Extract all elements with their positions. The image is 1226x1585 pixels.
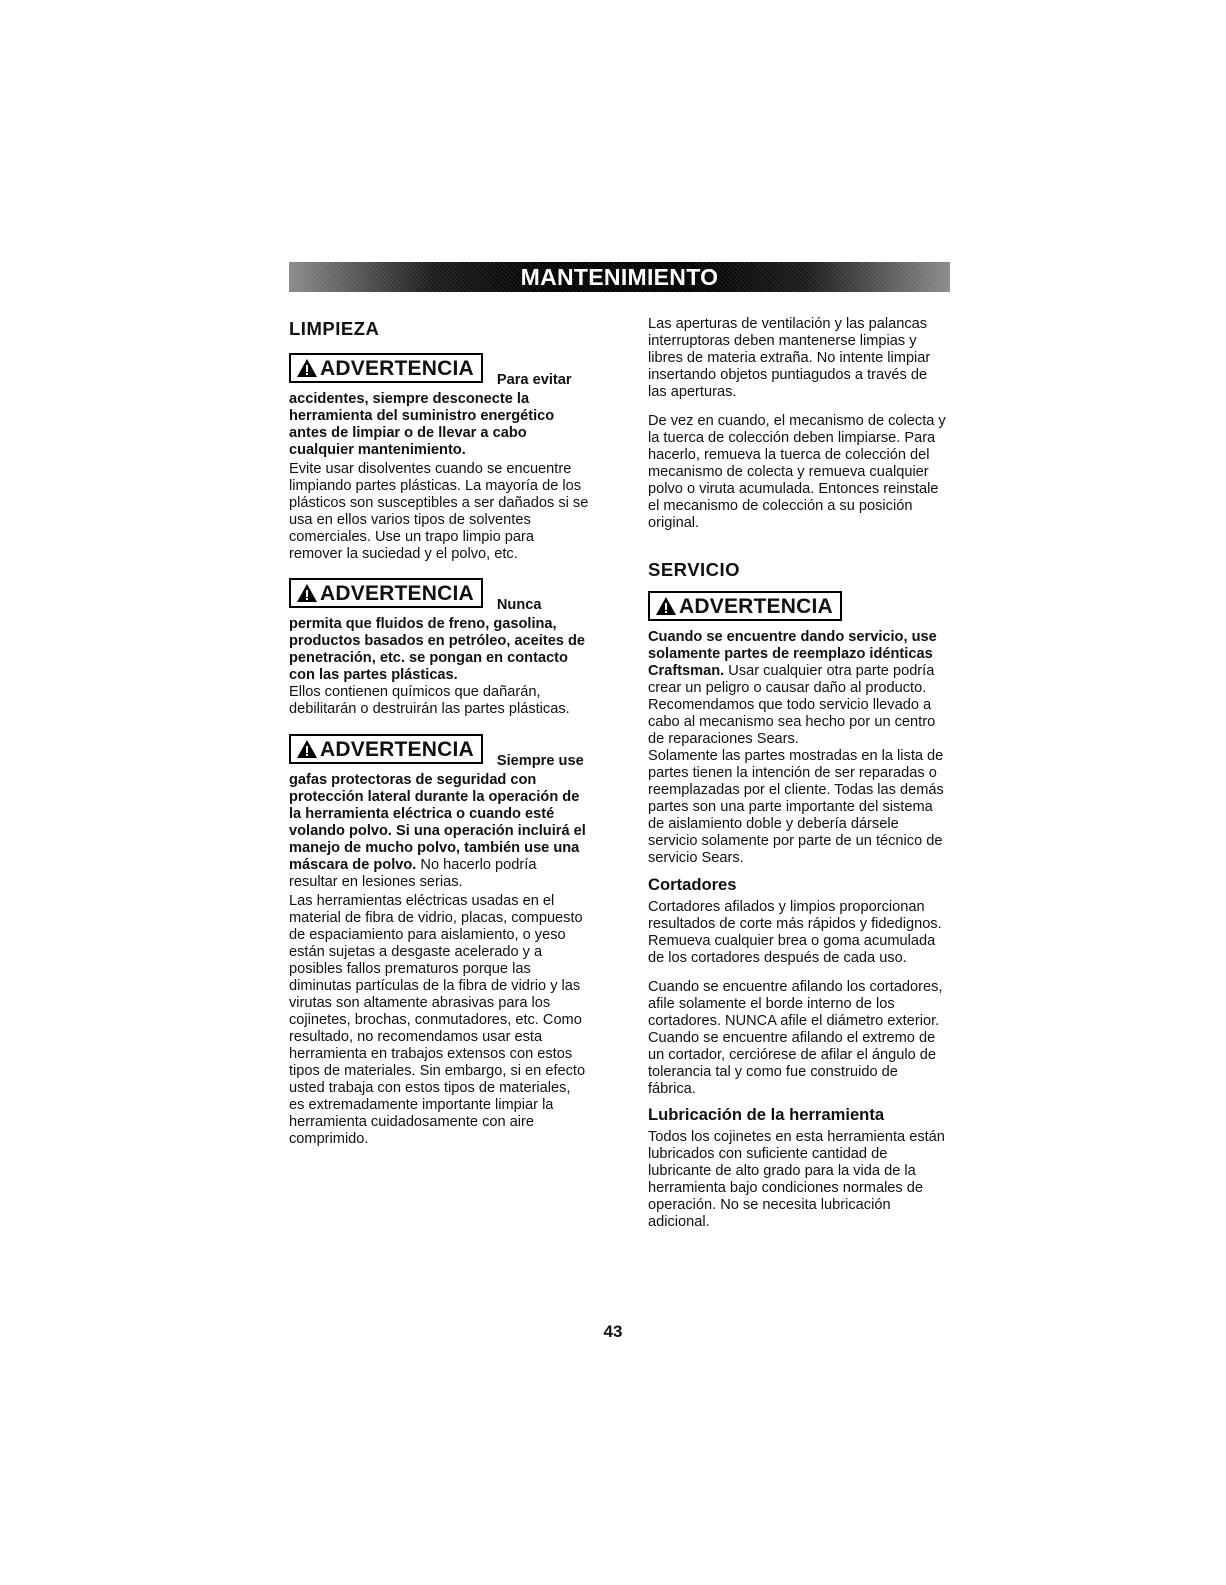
warning-label: ADVERTENCIA [320, 737, 474, 761]
warning-label-box [289, 353, 483, 383]
warning-3-paragraph [289, 772, 589, 891]
warning-label: ADVERTENCIA [320, 581, 474, 605]
warning-label-box [289, 734, 483, 764]
warning-1-body: Evite usar disolventes cuando se encuentre limpiando partes plásticas. La mayoría de los plásticos son susceptibles a ser dañados si se usa en ellos varios tipos de solventes comerciales. Use un trapo limpio para remover la suciedad y el polvo, etc. [289, 461, 589, 562]
warning-triangle-icon [296, 358, 318, 378]
cortadores-heading: Cortadores [648, 875, 737, 894]
vents-paragraph: Las aperturas de ventilación y las palancas interruptoras deben mantenerse limpias y libres de materia extraña. No intente limpiar insertando objetos puntiagudos a través de las aperturas. [648, 316, 931, 400]
lubricacion-heading: Lubricación de la herramienta [648, 1105, 885, 1124]
page-number: 43 [603, 1322, 623, 1341]
warning-3-body: No hacerlo podría resultar en lesiones serias. [289, 857, 537, 890]
lubrication-paragraph: Todos los cojinetes en esta herramienta están lubricados con suficiente cantidad de lubricante de alto grado para la vida de la herramienta bajo condiciones normales de operación. No se necesita lubricación adicional. [648, 1129, 945, 1230]
warning-label-box [289, 578, 483, 608]
section-banner: MANTENIMIENTO [289, 262, 950, 292]
warning-2-tail: Nunca [496, 597, 542, 613]
servicio-heading: SERVICIO [648, 559, 741, 580]
warning-label: ADVERTENCIA [320, 356, 474, 380]
warning-2-bold-text: permita que fluidos de freno, gasolina, productos basados en petróleo, aceites de penetración, etc. se pongan en contacto con las partes plásticas. [289, 616, 586, 683]
warning-label-box [648, 591, 842, 621]
warning-1-row [289, 353, 589, 388]
cutters-paragraph-1: Cortadores afilados y limpios proporcionan resultados de corte más rápidos y fidedignos. Remueva cualquier brea o goma acumulada de los cortadores después de cada uso. [648, 899, 942, 966]
warning-triangle-icon [296, 739, 318, 759]
collet-paragraph: De vez en cuando, el mecanismo de colecta y la tuerca de colección deben limpiarse. Para hacerlo, remueva la tuerca de colección del mecanismo de colecta y remueva cualquier polvo o viruta acumulada. Entonces reinstale el mecanismo de colección a su posición original. [648, 413, 946, 531]
service-warning-bold-text: Cuando se encuentre dando servicio, use solamente partes de reemplazo idénticas Craftsman. [648, 629, 937, 679]
warning-1-tail: Para evitar [496, 372, 572, 388]
warning-3-row [289, 734, 589, 769]
service-parts-paragraph: Solamente las partes mostradas en la lista de partes tienen la intención de ser reparadas o reemplazadas por el cliente. Todas las demás partes son una parte importante del sistema de aislamiento doble y debería dársele servicio solamente por parte de un técnico de servicio Sears. [648, 748, 944, 866]
warning-2-row [289, 578, 589, 613]
cutters-paragraph-2: Cuando se encuentre afilando los cortadores, afile solamente el borde interno de los cortadores. NUNCA afile el diámetro exterior. Cuando se encuentre afilando el extremo de un cortador, cerciórese de afilar el ángulo de tolerancia tal y como fue construido de fábrica. [648, 979, 943, 1097]
left-column [289, 318, 589, 1148]
warning-2-body: Ellos contienen químicos que dañarán, debilitarán o destruirán las partes plásticas. [289, 684, 570, 717]
warning-label: ADVERTENCIA [679, 594, 833, 618]
fiberglass-paragraph: Las herramientas eléctricas usadas en el material de fibra de vidrio, placas, compuesto de espaciamiento para aislamiento, o yeso están sujetas a desgaste acelerado y a posibles fallos prematuros porque las diminutas partículas de la fibra de vidrio y las virutas son altamente abrasivas para los cojinetes, brochas, conmutadores, etc. Como resultado, no recomendamos usar esta herramienta en trabajos extensos con estos tipos de materiales. Sin embargo, si en efecto usted trabaja con estos tipos de materiales, es extremadamente importante limpiar la herramienta cuidadosamente con aire comprimido. [289, 893, 586, 1147]
service-warning-paragraph [648, 629, 948, 748]
warning-triangle-icon [655, 596, 677, 616]
service-warning-body: Usar cualquier otra parte podría crear un peligro o causar daño al producto. Recomendamos que todo servicio llevado a cabo al mecanismo sea hecho por un centro de reparaciones Sears. [648, 663, 936, 747]
warning-3-tail: Siempre use [496, 753, 584, 769]
limpieza-heading: LIMPIEZA [289, 318, 380, 339]
service-warning-row [648, 591, 948, 621]
warning-triangle-icon [296, 583, 318, 603]
right-column [648, 316, 948, 1231]
warning-3-bold-text: gafas protectoras de seguridad con protección lateral durante la operación de la herramienta eléctrica o cuando esté volando polvo. Si una operación incluirá el manejo de mucho polvo, también use una máscara de polvo. [289, 772, 586, 873]
warning-1-bold-text: accidentes, siempre desconecte la herramienta del suministro energético antes de limpiar o de llevar a cabo cualquier mantenimiento. [289, 391, 555, 458]
